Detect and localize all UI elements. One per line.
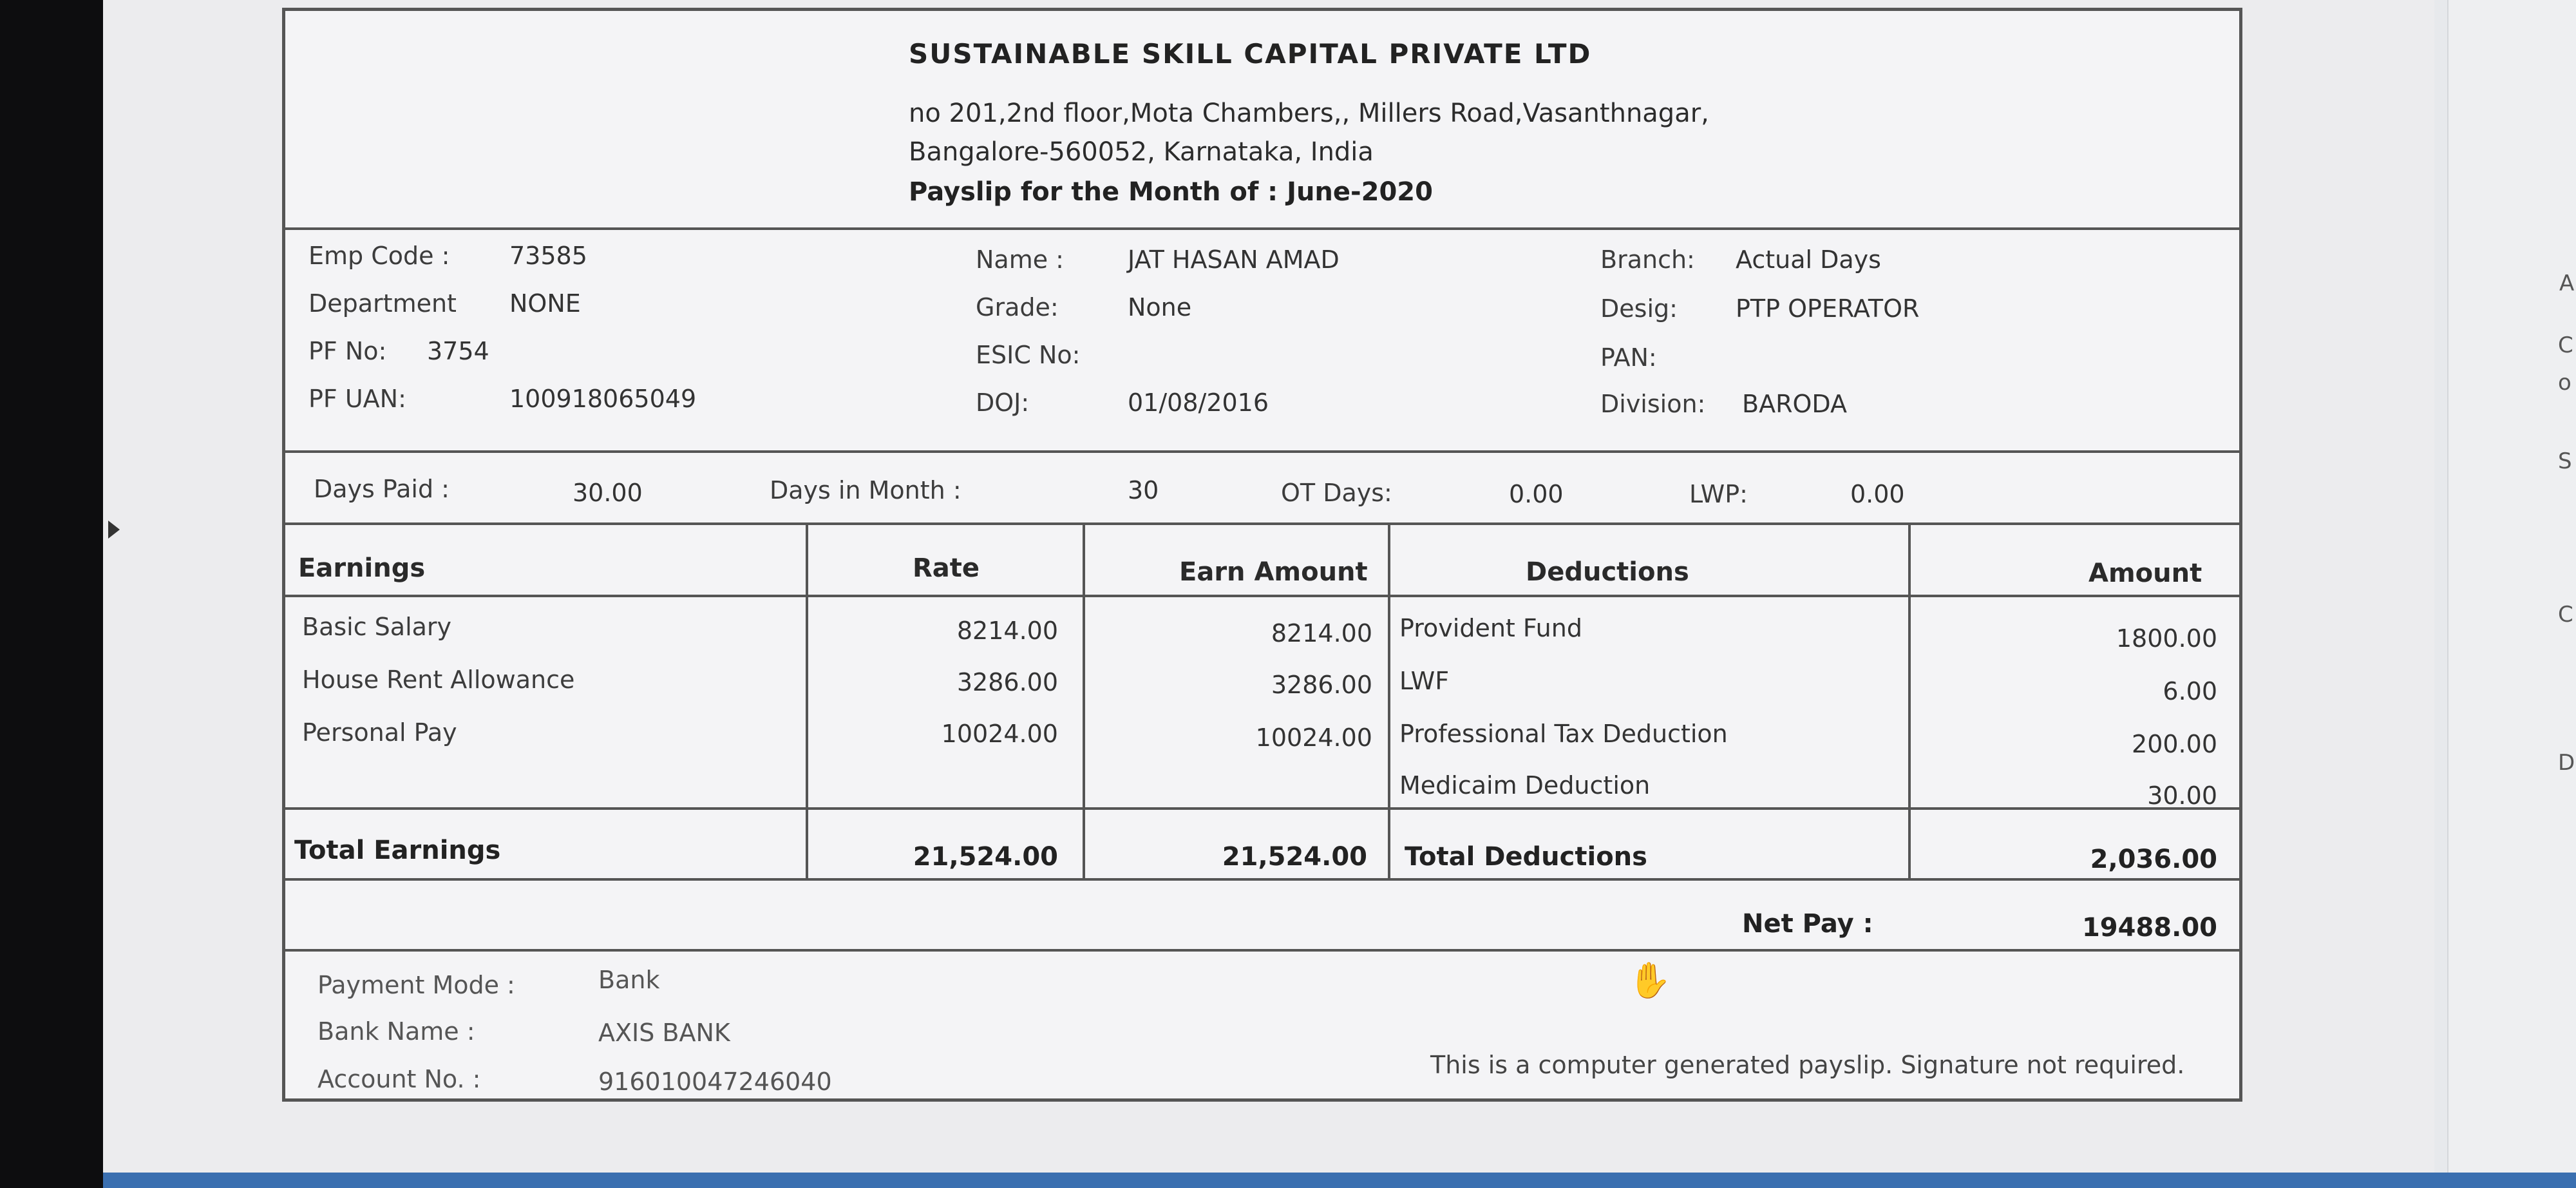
side-panel-letter: C [2558, 602, 2573, 628]
doj-label: DOJ: [976, 388, 1030, 417]
side-panel [2447, 0, 2576, 1188]
department-value: NONE [509, 289, 581, 318]
amount-header: Amount [2088, 559, 2202, 588]
bank-name-value: AXIS BANK [598, 1019, 730, 1047]
left-arrow-icon[interactable] [108, 521, 120, 539]
earning-amount: 8214.00 [1271, 619, 1372, 647]
pf-uan-value: 100918065049 [509, 385, 697, 413]
hand-cursor-icon: ✋ [1628, 960, 1672, 1001]
earning-name: Personal Pay [302, 718, 457, 747]
rate-header: Rate [913, 553, 980, 583]
grade-value: None [1128, 293, 1192, 321]
column-divider [1388, 522, 1390, 881]
side-panel-letter: o [2558, 370, 2571, 396]
deductions-header: Deductions [1526, 557, 1689, 587]
deduction-name: LWF [1399, 667, 1450, 695]
name-value: JAT HASAN AMAD [1128, 245, 1340, 274]
side-panel-letter: C [2558, 332, 2573, 358]
bank-name-label: Bank Name : [317, 1017, 475, 1046]
total-deductions-label: Total Deductions [1405, 842, 1647, 872]
deduction-amount: 6.00 [2163, 677, 2217, 705]
pf-no-value: 3754 [427, 337, 489, 365]
emp-code-label: Emp Code : [308, 242, 450, 270]
earning-amount: 10024.00 [1255, 723, 1372, 752]
pan-label: PAN: [1600, 343, 1657, 372]
name-label: Name : [976, 245, 1064, 274]
payment-mode-value: Bank [598, 966, 660, 994]
deduction-name: Medicaim Deduction [1399, 771, 1651, 800]
branch-value: Actual Days [1736, 245, 1881, 274]
divider [285, 450, 2239, 453]
earnings-header: Earnings [298, 553, 426, 583]
side-panel-letter: S [2558, 448, 2572, 474]
company-address-line2: Bangalore-560052, Karnataka, India [909, 137, 1374, 167]
days-in-month-value: 30 [1128, 476, 1159, 504]
desig-value: PTP OPERATOR [1736, 294, 1920, 323]
payslip-document [282, 8, 2242, 1102]
deduction-amount: 200.00 [2132, 730, 2217, 758]
divider [285, 949, 2239, 952]
ot-days-label: OT Days: [1281, 479, 1392, 507]
earning-amount: 3286.00 [1271, 671, 1372, 699]
company-name: SUSTAINABLE SKILL CAPITAL PRIVATE LTD [909, 38, 1592, 70]
division-value: BARODA [1742, 390, 1847, 418]
footer-note: This is a computer generated payslip. Signature not required. [1430, 1051, 2185, 1079]
lwp-label: LWP: [1689, 480, 1748, 508]
earning-rate: 10024.00 [941, 720, 1058, 748]
account-no-label: Account No. : [317, 1065, 481, 1093]
column-divider [1083, 522, 1085, 881]
total-earn-amount-value: 21,524.00 [1222, 842, 1367, 872]
esic-label: ESIC No: [976, 341, 1081, 369]
earning-name: Basic Salary [302, 613, 452, 641]
total-earnings-label: Total Earnings [294, 836, 501, 865]
days-in-month-label: Days in Month : [770, 476, 961, 504]
deduction-name: Provident Fund [1399, 614, 1582, 642]
department-label: Department [308, 289, 457, 318]
earning-name: House Rent Allowance [302, 666, 575, 694]
side-panel-letter: D [2558, 750, 2575, 776]
lwp-value: 0.00 [1850, 480, 1905, 508]
desig-label: Desig: [1600, 294, 1678, 323]
days-paid-value: 30.00 [573, 479, 643, 507]
grade-label: Grade: [976, 293, 1059, 321]
total-rate-value: 21,524.00 [913, 842, 1058, 872]
emp-code-value: 73585 [509, 242, 587, 270]
divider [285, 878, 2239, 881]
taskbar [103, 1173, 2576, 1188]
company-address-line1: no 201,2nd floor,Mota Chambers,, Millers Road,Vasanthnagar, [909, 99, 1709, 128]
days-paid-label: Days Paid : [314, 475, 450, 503]
pf-uan-label: PF UAN: [308, 385, 406, 413]
net-pay-value: 19488.00 [2081, 913, 2217, 943]
divider [285, 595, 2239, 597]
earn-amount-header: Earn Amount [1179, 557, 1368, 587]
earning-rate: 8214.00 [956, 617, 1058, 645]
side-panel-letter: A [2559, 271, 2575, 296]
total-deductions-value: 2,036.00 [2090, 845, 2217, 874]
doj-value: 01/08/2016 [1128, 388, 1269, 417]
payment-mode-label: Payment Mode : [317, 971, 515, 999]
column-divider [806, 522, 808, 881]
ot-days-value: 0.00 [1509, 480, 1564, 508]
net-pay-label: Net Pay : [1742, 909, 1873, 939]
divider [285, 807, 2239, 810]
divider [285, 227, 2239, 230]
pf-no-label: PF No: [308, 337, 387, 365]
deduction-amount: 1800.00 [2116, 624, 2217, 653]
payslip-title: Payslip for the Month of : June-2020 [909, 177, 1433, 207]
deduction-name: Professional Tax Deduction [1399, 720, 1728, 748]
earning-rate: 3286.00 [956, 668, 1058, 696]
branch-label: Branch: [1600, 245, 1695, 274]
deduction-amount: 30.00 [2147, 781, 2217, 810]
column-divider [1908, 522, 1911, 881]
divider [285, 522, 2239, 525]
division-label: Division: [1600, 390, 1706, 418]
account-no-value: 916010047246040 [598, 1068, 832, 1096]
